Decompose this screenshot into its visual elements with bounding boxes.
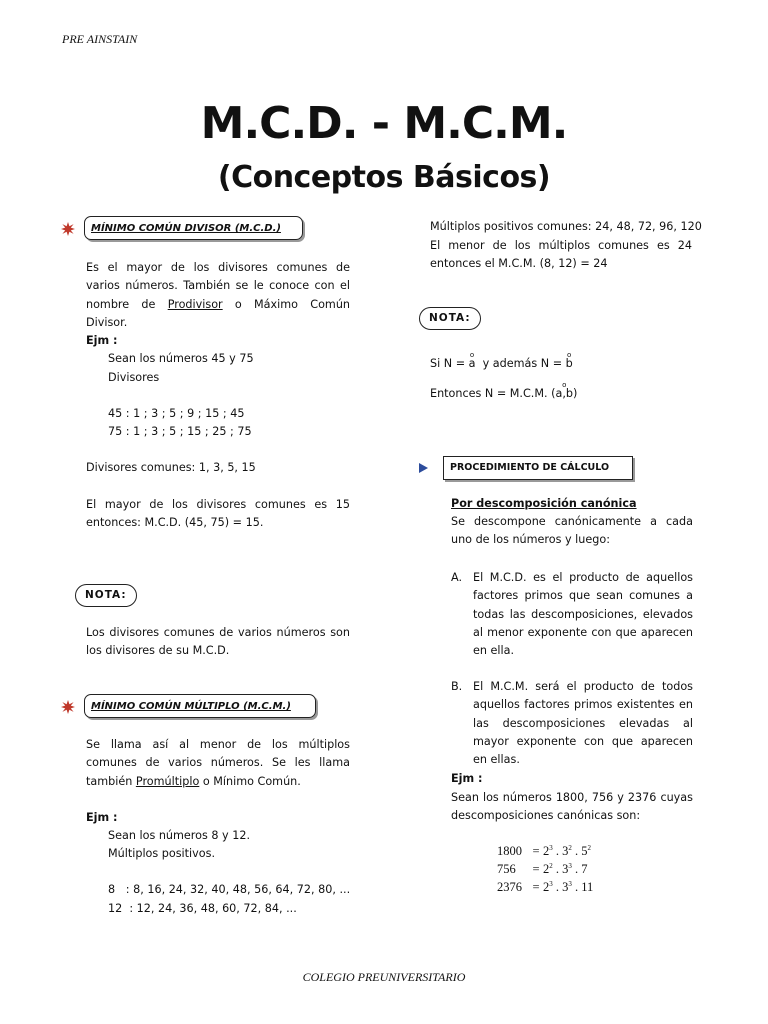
decomposition-number: 756	[497, 862, 516, 876]
nota-text: Los divisores comunes de varios números son los divisores de su M.C.D.	[86, 626, 350, 658]
si-mid: y además N =	[482, 357, 563, 370]
decomposition-row: $756 = 2^2$ . $3^3$ . 7	[497, 862, 588, 876]
mcm-ab: o (a,b)	[551, 385, 577, 403]
equals-sign: =	[532, 844, 540, 858]
decomposition-number: 1800	[497, 844, 522, 858]
decomposition-list	[497, 842, 593, 896]
mcd-def-part1: Es el mayor de los divisores comunes de varios números. También se le conoce con el nombre de	[86, 261, 350, 311]
mcd-def-term: Prodivisor	[167, 297, 223, 311]
mcm-def-part2: o Mínimo Común.	[199, 774, 301, 788]
exponent: 3	[568, 862, 572, 870]
equals-sign: =	[532, 880, 540, 894]
page-footer: COLEGIO PREUNIVERSITARIO	[302, 970, 466, 984]
prime-factor: 7	[581, 862, 588, 876]
mcd-def-part2: o Máximo Común Divisor.	[86, 297, 350, 329]
starburst-icon	[61, 700, 75, 714]
decomposition-number: 2376	[497, 880, 522, 894]
item-a-text: El M.C.D. es el producto de aquellos factores primos que sean comunes a todas las descomposiciones, elevados al menor exponente con que aparecen en ella.	[473, 571, 693, 658]
mcd-conclusion: El mayor de los divisores comunes es 15 entonces: M.C.D. (45, 75) = 15.	[86, 498, 350, 530]
mcm-definition	[86, 736, 350, 791]
item-a-label: A.	[451, 571, 463, 584]
prime-factor: 11	[581, 880, 594, 894]
mcm-example-line2: Múltiplos positivos.	[108, 847, 216, 860]
common-multiples: Múltiplos positivos comunes: 24, 48, 72, 96, 120	[430, 220, 702, 233]
exponent: 3	[549, 844, 553, 852]
nota-badge: NOTA:	[75, 584, 137, 607]
prime-factor: 3	[562, 844, 569, 858]
decomposition-row: $2376 = 2^3$ . $3^3$ . 11	[497, 880, 594, 894]
least-common-multiple: El menor de los múltiplos comunes es 24 entonces el M.C.M. (8, 12) = 24	[430, 239, 692, 271]
starburst-icon	[61, 222, 75, 236]
prime-factor: 3	[562, 880, 569, 894]
divisors-45: 45 : 1 ; 3 ; 5 ; 9 ; 15 ; 45	[108, 407, 245, 420]
right-example-text: Sean los números 1800, 756 y 2376 cuyas descomposiciones canónicas son:	[451, 791, 693, 823]
mcd-definition	[86, 259, 350, 332]
prime-factor: 2	[543, 844, 550, 858]
exponent: 3	[549, 880, 553, 888]
triangle-arrow-icon	[419, 463, 428, 473]
page-title: M.C.D. - M.C.M.	[200, 98, 568, 149]
si-prefix: Si N =	[430, 357, 466, 370]
multiples-12: 12 : 12, 24, 36, 48, 60, 72, 84, ...	[108, 902, 297, 915]
item-b-label: B.	[451, 680, 463, 693]
divisors-75: 75 : 1 ; 3 ; 5 ; 15 ; 25 ; 75	[108, 425, 252, 438]
page-header: PRE AINSTAIN	[62, 32, 138, 46]
right-ejm-label: Ejm :	[451, 772, 483, 785]
entonces-prefix: Entonces N = M.C.M.	[430, 387, 548, 400]
entonces-line	[430, 385, 577, 403]
mcm-def-part1: Se llama así al menor de los múltiplos comunes de varios números. Se les llama también	[86, 738, 350, 788]
multiples-8: 8 : 8, 16, 24, 32, 40, 48, 56, 64, 72, 80, ...	[108, 883, 351, 896]
mcm-section-heading	[84, 694, 316, 718]
mcm-example-line1: Sean los números 8 y 12.	[108, 829, 251, 842]
multiple-a: o a	[469, 355, 476, 373]
exponent: 2	[587, 844, 591, 852]
mcm-def-term: Promúltiplo	[135, 774, 200, 788]
prime-factor: 5	[581, 844, 588, 858]
mcd-example-line1: Sean los números 45 y 75	[108, 352, 254, 365]
equals-sign: =	[532, 862, 540, 876]
multiple-b: o b	[566, 355, 573, 373]
mcd-example-line2: Divisores	[108, 371, 160, 384]
si-line	[430, 355, 573, 373]
prime-factor: 2	[543, 862, 550, 876]
exponent: 2	[568, 844, 572, 852]
prime-factor: 3	[562, 862, 569, 876]
mcd-heading-text: MÍNIMO COMÚN DIVISOR (M.C.D.)	[91, 223, 281, 234]
mcd-section-heading	[84, 216, 303, 240]
item-b-text: El M.C.M. será el producto de todos aquellos factores primos existentes en las descomposiciones elevadas al mayor exponente con que aparecen en ellas.	[473, 680, 693, 767]
por-descomposicion-title: Por descomposición canónica	[451, 497, 637, 510]
common-divisors: Divisores comunes: 1, 3, 5, 15	[86, 461, 256, 474]
mcm-ejm-label: Ejm :	[86, 811, 118, 824]
nota-badge-2: NOTA:	[419, 307, 481, 330]
decomposition-row: $1800 = 2^3$ . $3^2$ . $5^2$	[497, 844, 591, 858]
exponent: 2	[549, 862, 553, 870]
mcd-ejm-label: Ejm :	[86, 334, 118, 347]
prime-factor: 2	[543, 880, 550, 894]
procedure-heading: PROCEDIMIENTO DE CÁLCULO	[443, 456, 633, 480]
exponent: 3	[568, 880, 572, 888]
mcm-heading-text: MÍNIMO COMÚN MÚLTIPLO (M.C.M.)	[91, 701, 291, 712]
por-descomposicion-text: Se descompone canónicamente a cada uno de los números y luego:	[451, 515, 693, 547]
page-subtitle: (Conceptos Básicos)	[217, 160, 551, 195]
